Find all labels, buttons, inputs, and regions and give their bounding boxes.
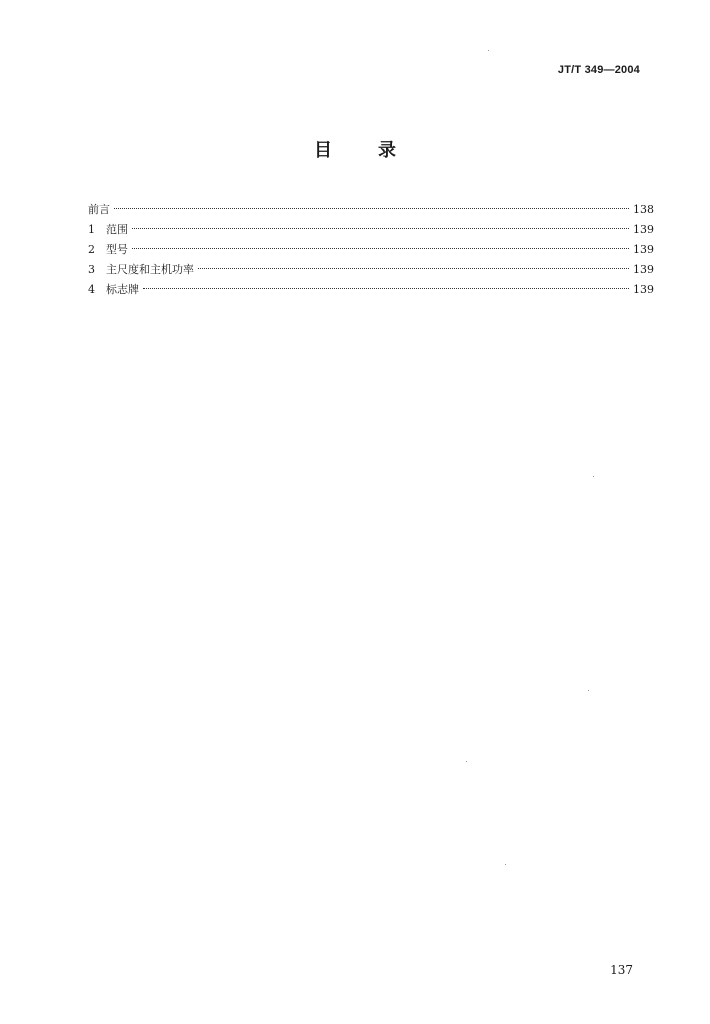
toc-entry-page: 139: [633, 223, 654, 236]
scan-speck: [593, 476, 594, 477]
toc-leader-dots: [114, 208, 629, 209]
table-of-contents: [88, 200, 654, 300]
toc-entry-4[interactable]: [88, 280, 654, 300]
toc-leader-dots: [198, 268, 629, 269]
toc-entry-3[interactable]: [88, 260, 654, 280]
scan-speck: [466, 761, 467, 762]
page-number: 137: [610, 963, 633, 977]
toc-entry-2[interactable]: [88, 240, 654, 260]
scan-speck: [488, 50, 489, 51]
toc-leader-dots: [132, 248, 629, 249]
title-char-1: 目: [314, 140, 332, 161]
toc-entry-label: 前言: [88, 203, 110, 216]
toc-entry-number: 3: [88, 263, 95, 276]
toc-entry-label: 型号: [106, 243, 128, 256]
toc-entry-label: 主尺度和主机功率: [106, 263, 194, 276]
toc-entry-label: 范围: [106, 223, 128, 236]
standard-code: JT/T 349—2004: [557, 64, 640, 76]
toc-entry-page: 138: [633, 203, 654, 216]
toc-entry-foreword[interactable]: [88, 200, 654, 220]
toc-entry-number: 2: [88, 243, 95, 256]
page-title: [0, 136, 710, 162]
toc-entry-number: 1: [88, 223, 95, 236]
toc-entry-page: 139: [633, 263, 654, 276]
toc-entry-page: 139: [633, 243, 654, 256]
toc-entry-label: 标志牌: [106, 283, 139, 296]
scan-speck: [588, 690, 589, 691]
title-char-2: 录: [378, 140, 396, 161]
toc-entry-number: 4: [88, 283, 95, 296]
toc-entry-1[interactable]: [88, 220, 654, 240]
toc-leader-dots: [132, 228, 629, 229]
toc-entry-page: 139: [633, 283, 654, 296]
toc-leader-dots: [143, 288, 629, 289]
scan-speck: [505, 864, 506, 865]
